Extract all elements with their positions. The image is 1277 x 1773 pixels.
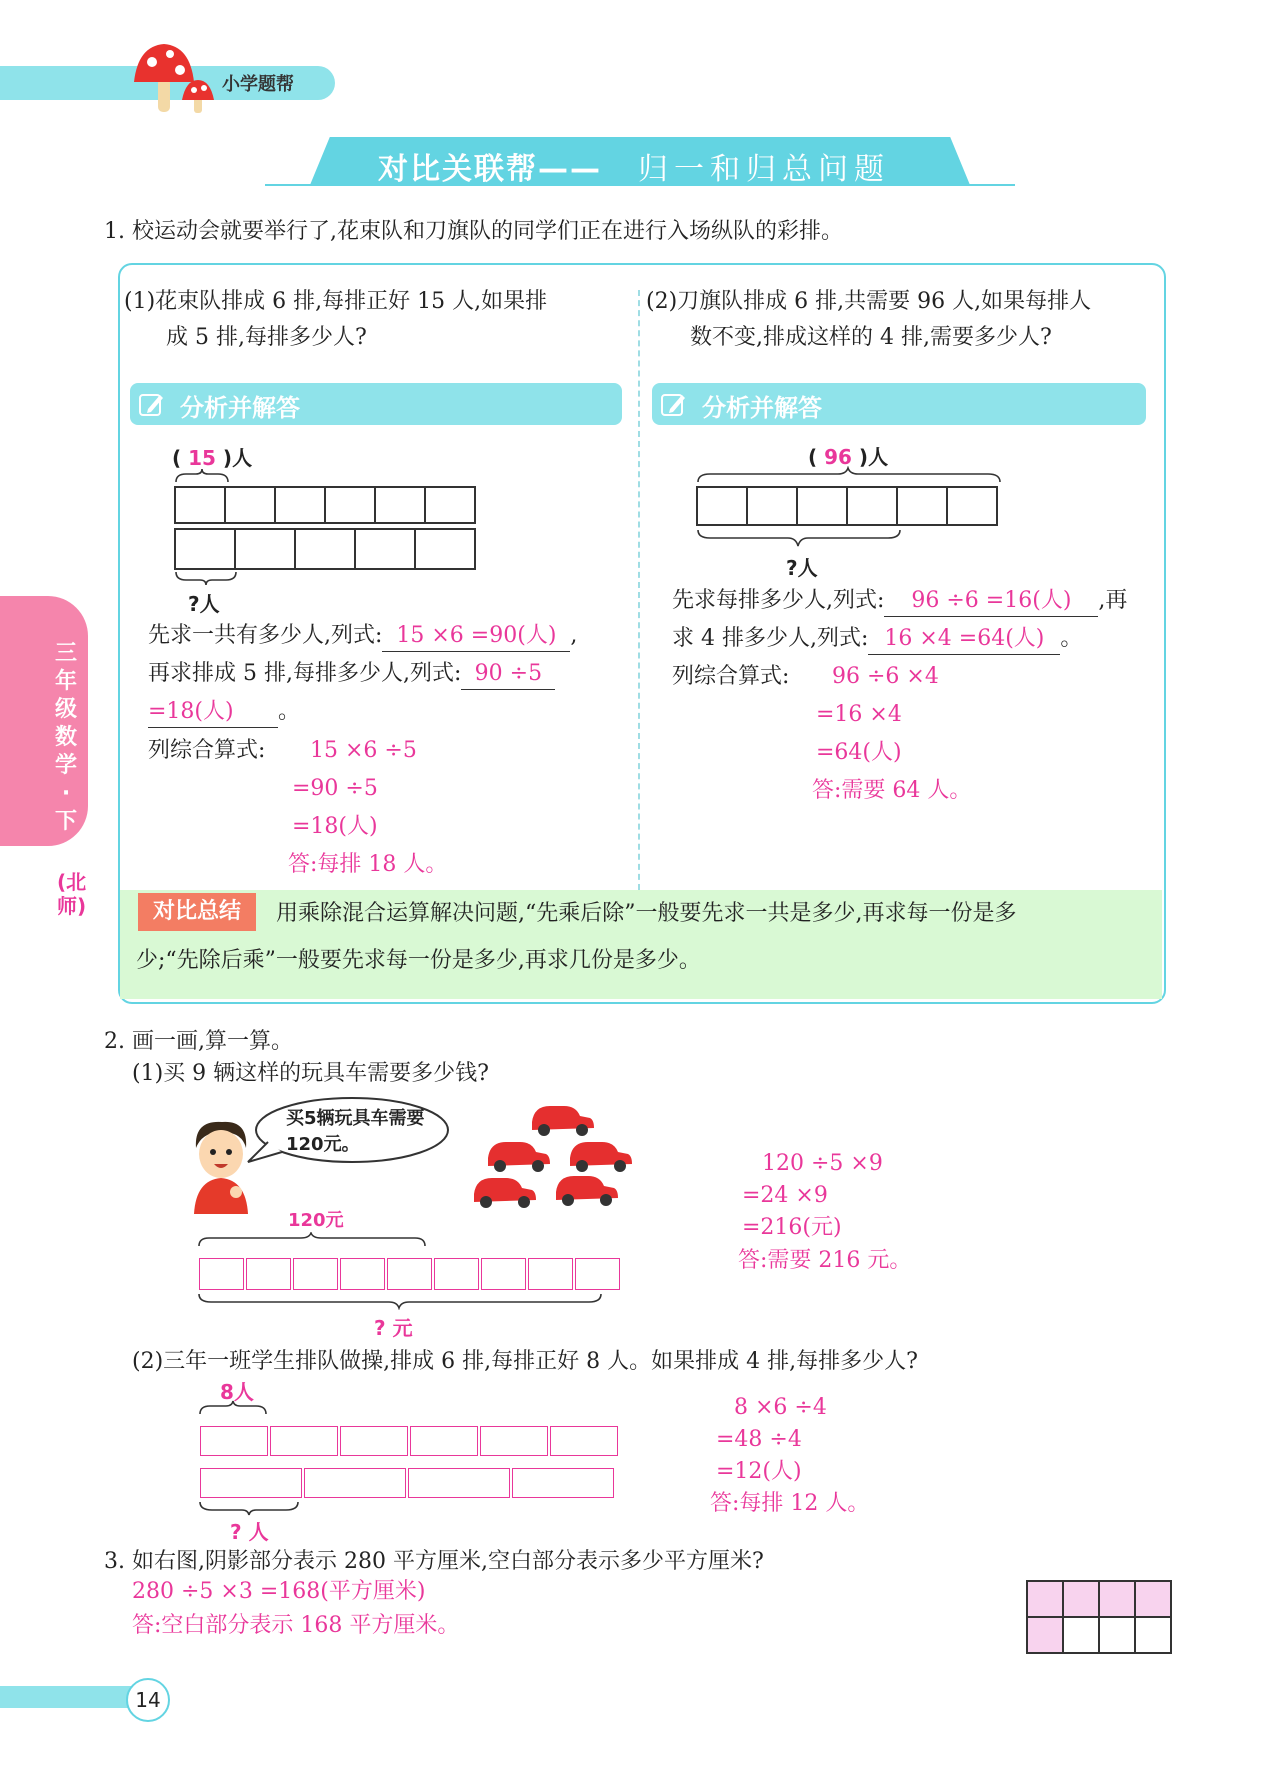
left-step2: 再求排成 5 排,每排多少人,列式: 90 ÷5 bbox=[148, 655, 555, 693]
p2-row-grid-6 bbox=[198, 1424, 620, 1458]
q1-right-question-line1: (2)刀旗队排成 6 排,共需要 96 人,如果每排人 bbox=[646, 289, 1092, 314]
question-2-prompt: 2. 画一画,算一算。 bbox=[104, 1029, 293, 1054]
p2-top-brace bbox=[198, 1400, 270, 1416]
toy-cars-illustration bbox=[470, 1096, 640, 1216]
right-bottom-bar-label: ?人 bbox=[786, 556, 818, 580]
q1-left-question-line1: (1)花束队排成 6 排,每排正好 15 人,如果排 bbox=[124, 289, 548, 314]
q2-part2-question: (2)三年一班学生排队做操,排成 6 排,每排正好 8 人。如果排成 4 排,每排多少人? bbox=[132, 1349, 918, 1374]
pencil-note-icon bbox=[660, 391, 688, 419]
right-combined-line: =64(人) bbox=[816, 740, 902, 765]
p2-bottom-brace bbox=[198, 1500, 302, 1516]
right-bottom-brace bbox=[696, 528, 904, 548]
analysis-label: 分析并解答 bbox=[702, 394, 822, 422]
toy-car-icon bbox=[488, 1142, 550, 1172]
q3-answer: 答:空白部分表示 168 平方厘米。 bbox=[132, 1613, 460, 1638]
left-row-grid-5 bbox=[174, 528, 476, 570]
left-combined-line: 15 ×6 ÷5 bbox=[310, 738, 417, 763]
p1-bottom-bar-label: ? 元 bbox=[374, 1316, 413, 1340]
p1-solution-line: 120 ÷5 ×9 bbox=[762, 1151, 883, 1176]
toy-car-icon bbox=[474, 1178, 536, 1208]
toy-car-icon bbox=[532, 1106, 594, 1136]
p2-solution-line: =48 ÷4 bbox=[716, 1427, 802, 1452]
left-top-bar-label: ( 15 )人 bbox=[172, 446, 253, 470]
question-1-prompt: 1. 校运动会就要举行了,花束队和刀旗队的同学们正在进行入场纵队的彩排。 bbox=[104, 219, 843, 244]
right-step2: 求 4 排多少人,列式: 16 ×4 =64(人) 。 bbox=[672, 620, 1082, 658]
panel-divider bbox=[638, 290, 640, 890]
left-combined-label: 列综合算式: bbox=[148, 738, 266, 763]
right-top-bar-label: ( 96 )人 bbox=[808, 445, 889, 469]
summary-line-2: 少;“先除后乘”一般要先求每一份是多少,再求几份是多少。 bbox=[136, 948, 701, 973]
left-step2-cont: =18(人) 。 bbox=[148, 693, 300, 731]
right-top-brace bbox=[696, 466, 1002, 484]
p1-bar-grid-9 bbox=[197, 1256, 622, 1292]
p2-solution-line: 8 ×6 ÷4 bbox=[734, 1395, 827, 1420]
right-row-grid-6 bbox=[696, 486, 998, 526]
left-combined-line: =90 ÷5 bbox=[292, 776, 378, 801]
summary-label: 对比总结 bbox=[138, 893, 256, 931]
page-subtitle: 归一和归总问题 bbox=[638, 152, 890, 187]
page-title: 对比关联帮—— bbox=[378, 152, 602, 187]
p1-solution-line: =216(元) bbox=[742, 1215, 842, 1240]
left-combined-line: =18(人) bbox=[292, 814, 378, 839]
page-number: 14 bbox=[126, 1678, 170, 1722]
right-combined-line: =16 ×4 bbox=[816, 702, 902, 727]
p2-bottom-bar-label: ? 人 bbox=[230, 1520, 269, 1544]
area-diagram bbox=[1026, 1580, 1172, 1654]
left-answer: 答:每排 18 人。 bbox=[288, 852, 448, 877]
p2-row-grid-4 bbox=[198, 1466, 616, 1500]
speech-text: 买5辆玩具车需要120元。 bbox=[286, 1108, 425, 1155]
left-bottom-bar-label: ?人 bbox=[188, 592, 220, 616]
p1-top-bar-label: 120元 bbox=[288, 1210, 344, 1231]
toy-car-icon bbox=[570, 1142, 632, 1172]
p1-top-brace bbox=[197, 1232, 429, 1248]
side-tab-label: 三年级数学·下 bbox=[54, 641, 77, 834]
left-step1: 先求一共有多少人,列式: 15 ×6 =90(人) , bbox=[148, 617, 577, 655]
pencil-note-icon bbox=[138, 391, 166, 419]
right-combined-label: 列综合算式: bbox=[672, 664, 790, 689]
left-row-grid-6 bbox=[174, 486, 476, 524]
analysis-label: 分析并解答 bbox=[180, 394, 300, 422]
p1-solution-line: =24 ×9 bbox=[742, 1183, 828, 1208]
right-step1: 先求每排多少人,列式: 96 ÷6 =16(人) ,再 bbox=[672, 582, 1127, 620]
left-bottom-brace bbox=[174, 570, 240, 586]
mushroom-icon bbox=[130, 40, 220, 115]
p2-answer: 答:每排 12 人。 bbox=[710, 1491, 870, 1516]
p2-solution-line: =12(人) bbox=[716, 1459, 802, 1484]
q1-right-question-line2: 数不变,排成这样的 4 排,需要多少人? bbox=[690, 325, 1052, 350]
edition-label: (北师) bbox=[57, 870, 87, 918]
summary-line-1: 用乘除混合运算解决问题,“先乘后除”一般要先求一共是多少,再求每一份是多 bbox=[276, 901, 1017, 926]
left-top-brace bbox=[174, 468, 230, 484]
right-answer: 答:需要 64 人。 bbox=[812, 778, 972, 803]
p2-top-bar-label: 8人 bbox=[220, 1380, 254, 1404]
q2-part1-question: (1)买 9 辆这样的玩具车需要多少钱? bbox=[132, 1061, 489, 1086]
q1-left-question-line2: 成 5 排,每排多少人? bbox=[166, 325, 367, 350]
p1-bottom-brace bbox=[197, 1292, 605, 1310]
p1-answer: 答:需要 216 元。 bbox=[738, 1248, 912, 1273]
right-combined-line: 96 ÷6 ×4 bbox=[832, 664, 939, 689]
question-3-prompt: 3. 如右图,阴影部分表示 280 平方厘米,空白部分表示多少平方厘米? bbox=[104, 1549, 764, 1574]
brand-name: 小学题帮 bbox=[222, 74, 294, 95]
toy-car-icon bbox=[556, 1176, 618, 1206]
q3-solution-line: 280 ÷5 ×3 =168(平方厘米) bbox=[132, 1579, 426, 1604]
